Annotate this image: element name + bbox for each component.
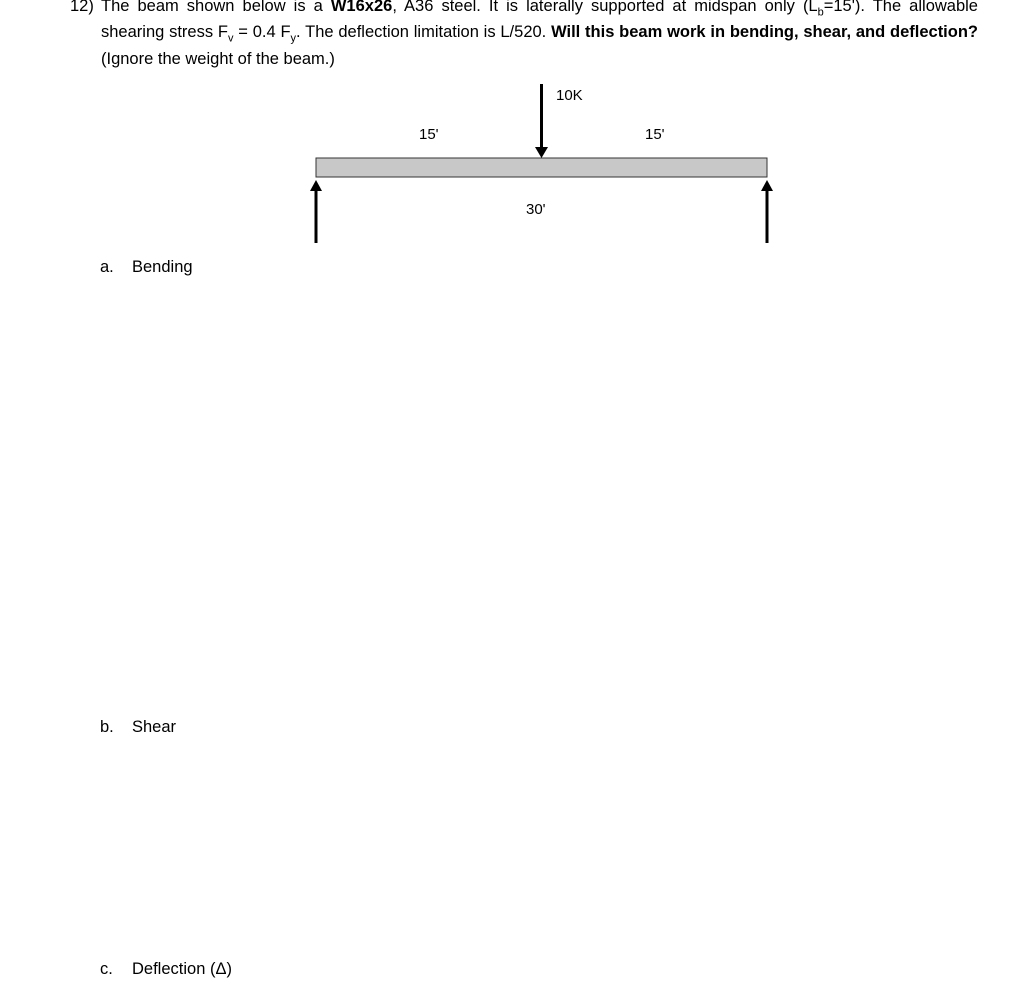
right-span-label: 15' [645, 126, 665, 143]
beam-section: W16x26 [330, 0, 393, 15]
problem-question: Will this beam work in bending, shear, and deflection? [551, 23, 979, 42]
point-load-arrow [535, 84, 548, 158]
load-label: 10K [556, 87, 583, 104]
beam [316, 158, 767, 177]
problem-note: (Ignore the weight of the beam.) [101, 49, 335, 68]
part-letter: b. [100, 718, 114, 736]
total-span-label: 30' [526, 201, 546, 218]
left-span-label: 15' [419, 126, 439, 143]
part-label: Bending [132, 258, 193, 276]
beam-diagram [0, 0, 1024, 260]
part-a-bending [100, 257, 193, 277]
left-reaction-arrow [310, 180, 322, 243]
part-letter: c. [100, 960, 113, 978]
part-b-shear [100, 717, 176, 737]
right-reaction-arrow [761, 180, 773, 243]
problem-text: The beam shown below is a W16x26, A36 steel. It is laterally supported at midspan only $(L_b=15')$. The allowable shearing stress $F_v = 0.4$ $F_y$. The deflection limitation is L/520. Will this beam work in bending, shear, and deflection? (Ignore the weight of the beam.) [101, 0, 978, 69]
part-label: Deflection (Δ) [132, 960, 232, 978]
part-c-deflection [100, 959, 232, 979]
part-letter: a. [100, 258, 114, 276]
part-label: Shear [132, 718, 177, 736]
problem-number: 12) [70, 0, 94, 15]
